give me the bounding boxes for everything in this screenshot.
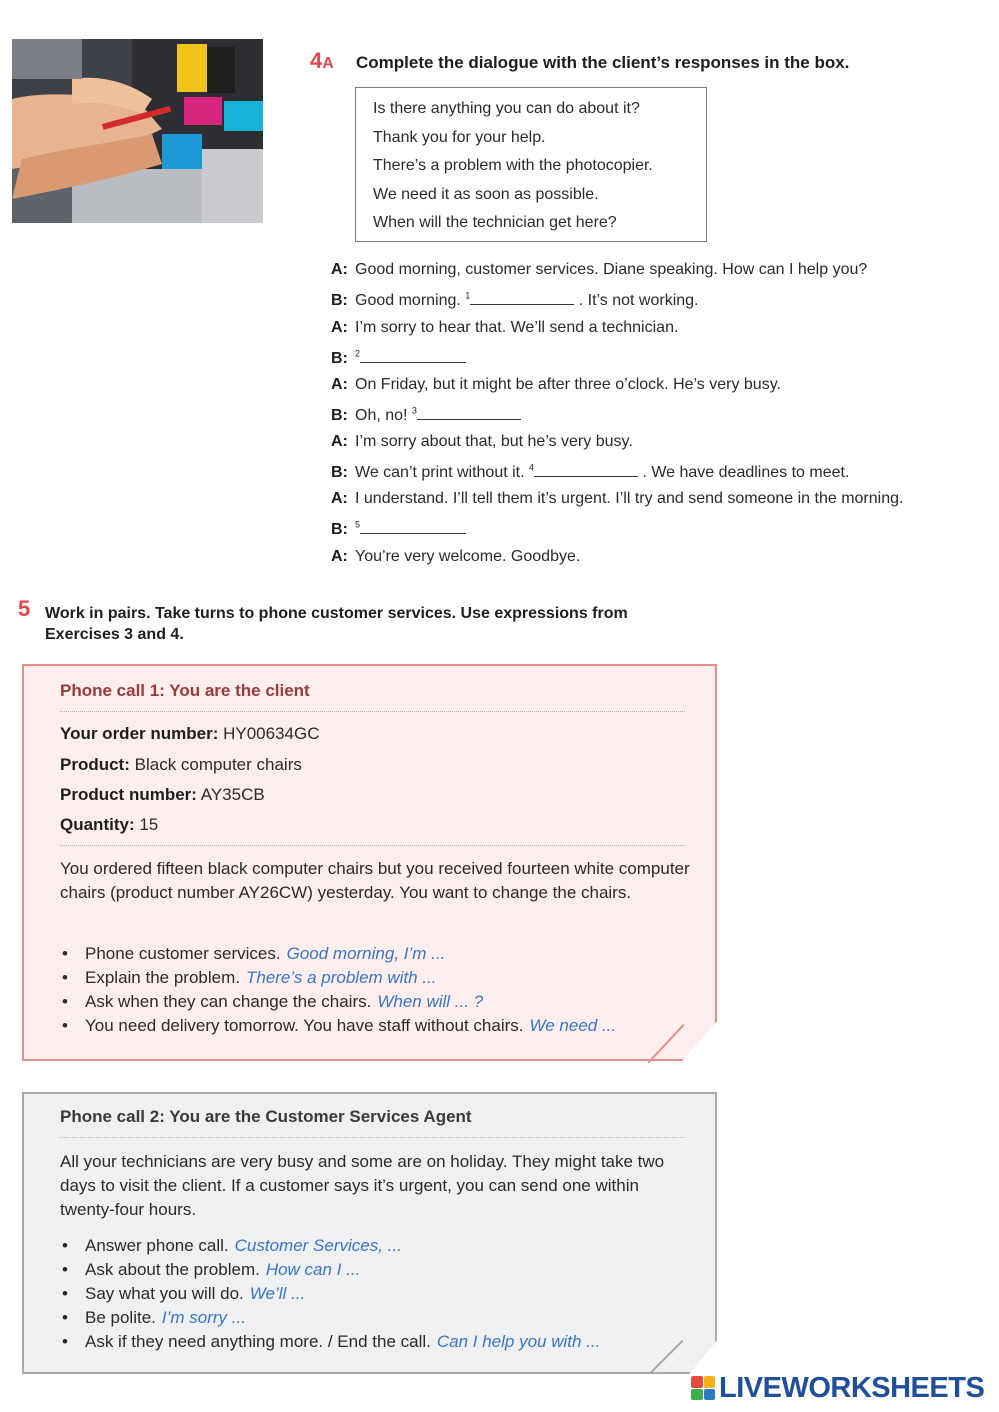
dialogue-text: I understand. I’ll tell them it’s urgent. I’ll try and send someone in the morning. [355, 490, 904, 507]
speaker-label: A: [331, 433, 348, 450]
speaker-label: B: [331, 407, 348, 424]
dialogue-line [331, 519, 466, 539]
dialogue-line: B: Oh, no! $^3$ [331, 405, 521, 425]
list-item: • Ask when they can change the chairs. When will ... ? [62, 992, 484, 1011]
gap-number: 2 [355, 348, 361, 359]
agent-scenario-text: All your technicians are very busy and some are on holiday. They might take two days to visit the client. If a customer says it’s urgent, you can send one within twenty-four hours. [60, 1152, 665, 1219]
client-task-list [62, 942, 616, 1038]
list-item: • Be polite. I’m sorry ... [62, 1308, 246, 1327]
list-item: • Ask about the problem. How can I ... [62, 1260, 361, 1279]
phone-call-2-title: Phone call 2: You are the Customer Services Agent [60, 1107, 472, 1126]
liveworksheets-logo[interactable] [691, 1371, 984, 1405]
answer-gap-1[interactable] [470, 290, 574, 305]
list-item: • Say what you will do. We’ll ... [62, 1284, 306, 1303]
answer-gap-3[interactable] [417, 405, 521, 420]
product-number-field: Product number: AY35CB [60, 785, 265, 804]
gap-number: 5 [355, 519, 361, 530]
dialogue-line [331, 319, 678, 337]
logo-text: LIVEWORKSHEETS [719, 1371, 985, 1404]
responses-box [355, 87, 707, 242]
divider [60, 1137, 685, 1138]
dialogue-line [331, 433, 633, 451]
dialogue-text: I’m sorry about that, but he’s very busy. [355, 433, 633, 450]
list-item: • You need delivery tomorrow. You have staff without chairs. We need ... [62, 1016, 617, 1035]
product-field: Product: Black computer chairs [60, 755, 302, 774]
speaker-label: A: [331, 548, 348, 565]
speaker-label: B: [331, 350, 348, 367]
gap-number: 3 [411, 405, 417, 416]
exercise-5-title: Work in pairs. Take turns to phone customer services. Use expressions from Exercises 3 and 4. [45, 605, 628, 643]
gap-number: 1 [465, 290, 471, 301]
list-item: • Answer phone call. Customer Services, ... [62, 1236, 402, 1255]
photocopier-repair-photo [12, 39, 263, 223]
speaker-label: A: [331, 261, 348, 278]
divider [60, 845, 685, 846]
quantity-field: Quantity: 15 [60, 815, 159, 834]
speaker-label: A: [331, 319, 348, 336]
order-number-field: Your order number: HY00634GC [60, 724, 320, 743]
dialogue-line [331, 261, 867, 279]
phone-call-1-title: Phone call 1: You are the client [60, 681, 310, 700]
speaker-label: B: [331, 521, 348, 538]
response-option: Thank you for your help. [373, 128, 546, 146]
exercise-4-title: Complete the dialogue with the client’s responses in the box. [356, 53, 850, 72]
exercise-4-number: 4A [310, 48, 334, 73]
speaker-label: A: [331, 376, 348, 393]
gap-number: 4 [529, 462, 535, 473]
response-option: When will the technician get here? [373, 214, 617, 232]
divider [60, 711, 685, 712]
response-option: We need it as soon as possible. [373, 185, 599, 203]
client-scenario-text: You ordered fifteen black computer chairs but you received fourteen white computer chairs (product number AY26CW) yesterday. You want to change the chairs. [60, 859, 690, 902]
speaker-label: B: [331, 464, 348, 481]
speaker-label: A: [331, 490, 348, 507]
answer-gap-4[interactable] [534, 462, 638, 477]
dialogue-line [331, 490, 903, 508]
dialogue-line: B: Good morning. $^1$ . It’s not working. [331, 290, 699, 309]
list-item: • Phone customer services. Good morning, I’m ... [62, 944, 446, 963]
liveworksheets-logo-icon [691, 1376, 715, 1400]
exercise-5-number: 5 [18, 596, 31, 621]
dialogue-line [331, 548, 580, 566]
agent-task-list [62, 1234, 600, 1354]
list-item: • Ask if they need anything more. / End the call. Can I help you with ... [62, 1332, 601, 1351]
answer-gap-5[interactable] [360, 519, 466, 534]
dialogue-text: You’re very welcome. Goodbye. [355, 548, 581, 565]
response-option: There’s a problem with the photocopier. [373, 157, 653, 175]
list-item: • Explain the problem. There’s a problem with ... [62, 968, 437, 987]
dialogue-text: Good morning, customer services. Diane speaking. How can I help you? [355, 261, 868, 278]
dialogue-text: On Friday, but it might be after three o’clock. He’s very busy. [355, 376, 781, 393]
speaker-label: B: [331, 292, 348, 309]
dialogue-line [331, 348, 466, 368]
answer-gap-2[interactable] [360, 348, 466, 363]
dialogue-line: B: We can’t print without it. $^4$ . We have deadlines to meet. [331, 462, 850, 481]
dialogue-text: I’m sorry to hear that. We’ll send a technician. [355, 319, 679, 336]
dialogue-line [331, 376, 781, 394]
response-option: Is there anything you can do about it? [373, 100, 640, 117]
